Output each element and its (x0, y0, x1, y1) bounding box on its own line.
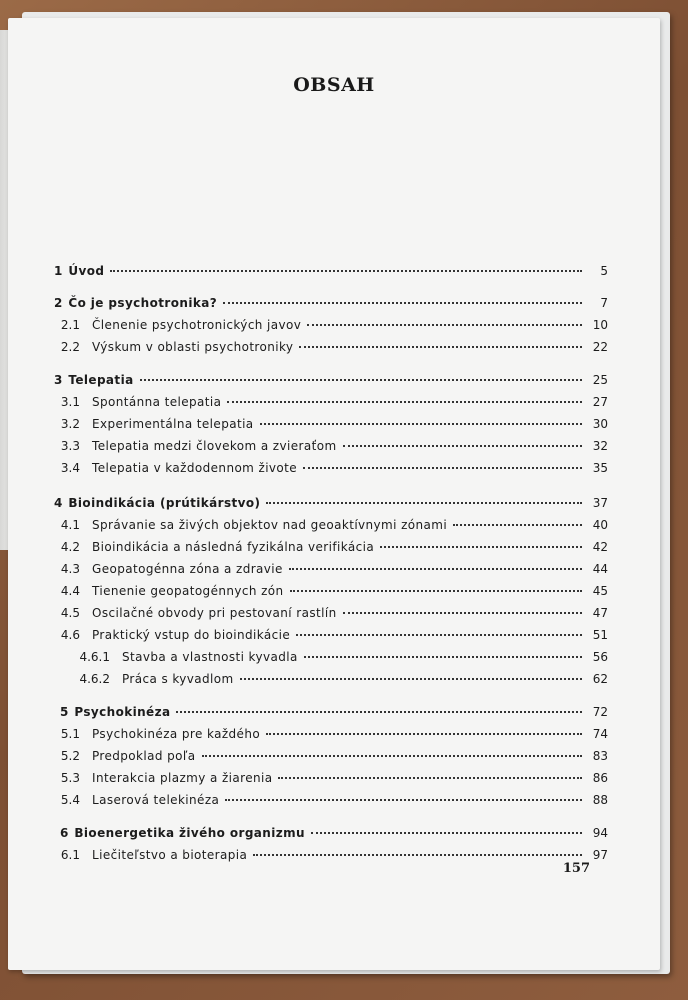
dot-leader (266, 732, 582, 735)
toc-entry-page: 45 (592, 584, 608, 598)
toc-entry-number: 3.2 (60, 417, 80, 431)
dot-leader (278, 776, 582, 779)
toc-entry (60, 705, 608, 719)
toc-entry-title: Úvod (68, 264, 105, 278)
toc-entry-title: Oscilačné obvody pri pestovaní rastlín (92, 606, 337, 620)
toc-entry-title: Interakcia plazmy a žiarenia (92, 771, 273, 785)
toc-entry-page: 42 (592, 540, 608, 554)
toc-entry (48, 340, 608, 354)
page-number: 157 (562, 861, 590, 876)
toc-entry (72, 650, 608, 664)
dot-leader (453, 523, 582, 526)
toc-entry-page: 94 (592, 826, 608, 840)
toc-entry-number: 4.1 (60, 518, 80, 532)
dot-leader (266, 501, 582, 504)
toc-entry-title: Predpoklad poľa (92, 749, 196, 763)
toc-entry-title: Tienenie geopatogénnych zón (92, 584, 284, 598)
toc-entry-number: 4.6.2 (79, 672, 110, 686)
toc-entry (48, 793, 608, 807)
dot-leader (343, 444, 582, 447)
dot-leader (110, 269, 582, 272)
toc-entry (60, 826, 608, 840)
toc-entry-number: 4.4 (60, 584, 80, 598)
toc-entry-title: Výskum v oblasti psychotroniky (92, 340, 294, 354)
toc-entry (48, 518, 608, 532)
toc-entry-page: 30 (592, 417, 608, 431)
toc-entry (54, 373, 608, 387)
toc-entry-number: 4.6 (60, 628, 80, 642)
dot-leader (225, 798, 582, 801)
toc-entry-title: Bioindikácia a následná fyzikálna verifikácia (92, 540, 375, 554)
toc-entry-page: 47 (592, 606, 608, 620)
toc-entry (48, 417, 608, 431)
toc-entry (48, 540, 608, 554)
toc-entry-page: 10 (592, 318, 608, 332)
toc-entry-page: 62 (592, 672, 608, 686)
toc-entry-number: 5.3 (60, 771, 80, 785)
toc-entry-number: 5 (60, 705, 69, 719)
toc-entry-number: 2.2 (60, 340, 80, 354)
toc-entry-number: 4.5 (60, 606, 80, 620)
dot-leader (202, 754, 582, 757)
page-title: OBSAH (293, 74, 375, 96)
toc-entry-number: 6.1 (60, 848, 80, 862)
dot-leader (240, 677, 582, 680)
toc-entry-number: 5.2 (60, 749, 80, 763)
dot-leader (290, 589, 582, 592)
dot-leader (227, 400, 582, 403)
toc-entry-number: 4.6.1 (79, 650, 110, 664)
toc-entry-page: 72 (592, 705, 608, 719)
toc-entry-page: 25 (592, 373, 608, 387)
toc-entry (54, 296, 608, 310)
toc-entry-title: Psychokinéza pre každého (92, 727, 261, 741)
toc-entry (48, 439, 608, 453)
dot-leader (176, 710, 582, 713)
toc-entry-title: Laserová telekinéza (92, 793, 220, 807)
toc-entry-page: 74 (592, 727, 608, 741)
dot-leader (260, 422, 582, 425)
toc-entry (48, 318, 608, 332)
toc-entry (48, 727, 608, 741)
toc-entry-page: 40 (592, 518, 608, 532)
toc-entry (48, 848, 608, 862)
toc-entry-number: 4.3 (60, 562, 80, 576)
dot-leader (296, 633, 582, 636)
toc-entry-number: 2 (54, 296, 63, 310)
toc-entry-page: 97 (592, 848, 608, 862)
toc-entry-number: 1 (54, 264, 63, 278)
toc-entry-page: 35 (592, 461, 608, 475)
toc-entry-number: 3.3 (60, 439, 80, 453)
toc-entry-number: 4.2 (60, 540, 80, 554)
dot-leader (380, 545, 582, 548)
toc-entry-number: 5.1 (60, 727, 80, 741)
toc-entry (48, 461, 608, 475)
toc-entry-title: Bioenergetika živého organizmu (74, 826, 305, 840)
toc-entry-title: Práca s kyvadlom (122, 672, 234, 686)
toc-entry-number: 3.4 (60, 461, 80, 475)
toc-entry (72, 672, 608, 686)
toc-entry (54, 496, 608, 510)
book-page (8, 18, 660, 970)
toc-entry-title: Telepatia v každodennom živote (92, 461, 298, 475)
toc-entry-page: 88 (592, 793, 608, 807)
toc-entry (48, 584, 608, 598)
toc-entry-title: Stavba a vlastnosti kyvadla (122, 650, 298, 664)
toc-entry-page: 44 (592, 562, 608, 576)
toc-entry-number: 5.4 (60, 793, 80, 807)
toc-entry-number: 2.1 (60, 318, 80, 332)
toc-entry-title: Telepatia medzi človekom a zvieraťom (92, 439, 337, 453)
toc-entry-title: Bioindikácia (prútikárstvo) (68, 496, 261, 510)
dot-leader (223, 301, 582, 304)
dot-leader (299, 345, 582, 348)
toc-entry-number: 3.1 (60, 395, 80, 409)
toc-entry-page: 37 (592, 496, 608, 510)
toc-entry-title: Čo je psychotronika? (68, 296, 218, 310)
toc-entry-page: 86 (592, 771, 608, 785)
toc-entry-title: Liečiteľstvo a bioterapia (92, 848, 248, 862)
toc-entry-title: Spontánna telepatia (92, 395, 222, 409)
toc-entry (48, 562, 608, 576)
toc-entry (48, 628, 608, 642)
toc-entry (48, 606, 608, 620)
toc-entry-title: Telepatia (68, 373, 134, 387)
toc-entry-number: 6 (60, 826, 69, 840)
toc-entry-title: Správanie sa živých objektov nad geoaktívnymi zónami (92, 518, 448, 532)
toc-entry-title: Psychokinéza (74, 705, 171, 719)
toc-entry-page: 5 (600, 264, 608, 278)
dot-leader (303, 466, 582, 469)
dot-leader (289, 567, 582, 570)
toc-entry-page: 32 (592, 439, 608, 453)
toc-entry-title: Praktický vstup do bioindikácie (92, 628, 291, 642)
toc-entry-title: Experimentálna telepatia (92, 417, 254, 431)
toc-entry (48, 395, 608, 409)
dot-leader (311, 831, 582, 834)
toc-entry-page: 27 (592, 395, 608, 409)
toc-entry-number: 4 (54, 496, 63, 510)
toc-entry-page: 7 (600, 296, 608, 310)
toc-entry-number: 3 (54, 373, 63, 387)
toc-entry-page: 51 (592, 628, 608, 642)
toc-entry (48, 749, 608, 763)
toc-entry-page: 83 (592, 749, 608, 763)
toc-entry-page: 56 (592, 650, 608, 664)
dot-leader (304, 655, 582, 658)
toc-entry (54, 264, 608, 278)
dot-leader (253, 853, 582, 856)
toc-entry-title: Členenie psychotronických javov (92, 318, 302, 332)
toc-entry (48, 771, 608, 785)
toc-entry-page: 22 (592, 340, 608, 354)
dot-leader (307, 323, 582, 326)
toc-entry-title: Geopatogénna zóna a zdravie (92, 562, 283, 576)
dot-leader (343, 611, 582, 614)
dot-leader (140, 378, 582, 381)
